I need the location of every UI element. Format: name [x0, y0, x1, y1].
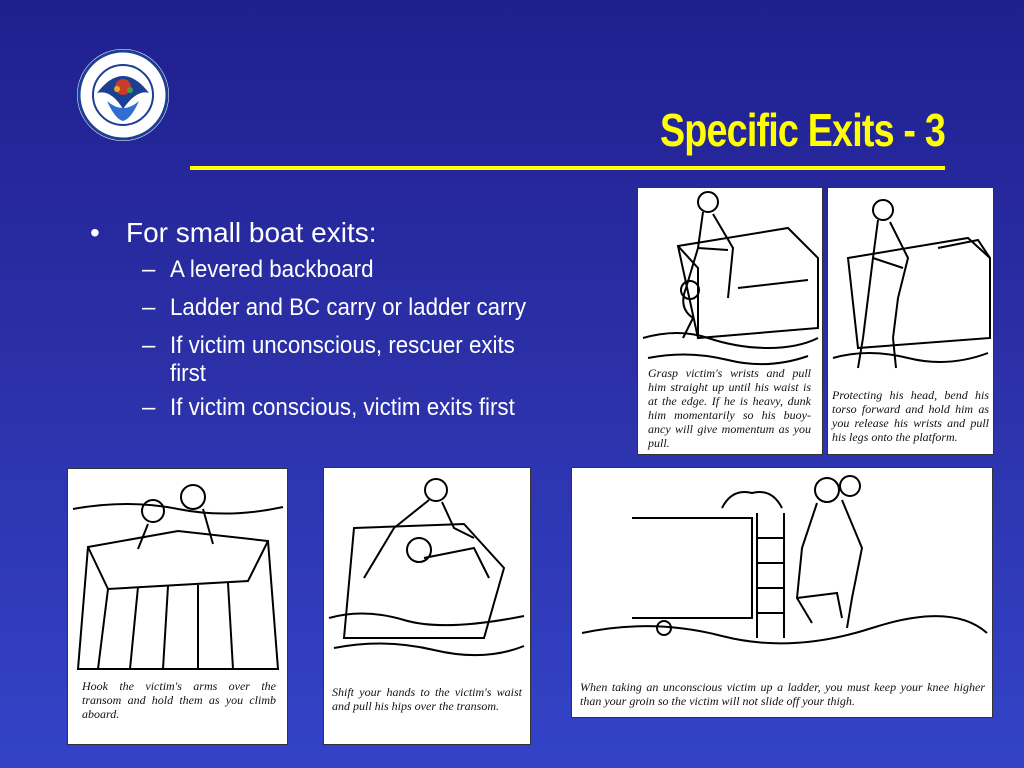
caption-grasp: Grasp victim's wrists and pull him straight up until his waist is at the edge. If he is heavy, dunk him momentarily so his buoy-ancy will give momentum as you pull. — [648, 366, 811, 450]
sub-bullet-text: If victim conscious, victim exits first — [170, 394, 515, 421]
sub-bullet-marker: – — [142, 256, 156, 283]
figure-ladder-carry — [571, 467, 993, 718]
figure-grasp-wrists — [637, 187, 823, 455]
bullet-main-text: For small boat exits: — [126, 217, 377, 248]
caption-shift: Shift your hands to the victim's waist and pull his hips over the transom. — [332, 685, 522, 713]
sub-bullet — [142, 251, 630, 289]
sub-bullet — [142, 289, 630, 327]
sub-bullet — [142, 389, 630, 427]
figure-shift-hands — [323, 467, 531, 745]
sub-bullet-marker: – — [142, 294, 156, 321]
bullet-list — [90, 215, 630, 427]
figure-hook-arms — [67, 468, 288, 745]
sub-bullet-marker — [142, 359, 170, 389]
noaa-logo — [77, 49, 169, 141]
figure-protect-head — [827, 187, 994, 455]
bullet-marker: • — [90, 217, 100, 248]
caption-ladder: When taking an unconscious victim up a ladder, you must keep your knee higher than your groin so the victim will not slide off your thigh. — [580, 680, 985, 708]
title-underline — [190, 166, 945, 170]
sub-bullet-text: Ladder and BC carry or ladder carry — [170, 294, 527, 321]
caption-hook: Hook the victim's arms over the transom and hold them as you climb aboard. — [82, 679, 276, 721]
sub-bullet-marker: – — [142, 394, 156, 421]
sub-bullet-text: A levered backboard — [170, 256, 374, 283]
slide-title: Specific Exits - 3 — [659, 104, 945, 156]
bullet-main — [90, 215, 630, 251]
sub-bullet-text: If victim unconscious, rescuer exits — [170, 332, 515, 359]
sub-bullet-text: first — [170, 360, 206, 387]
sub-bullet-marker: – — [142, 332, 156, 359]
noaa-emblem-graphic — [77, 49, 169, 141]
caption-protect: Protecting his head, bend his torso forward and hold him as you release his wrists and pull his legs onto the platform. — [832, 388, 989, 444]
